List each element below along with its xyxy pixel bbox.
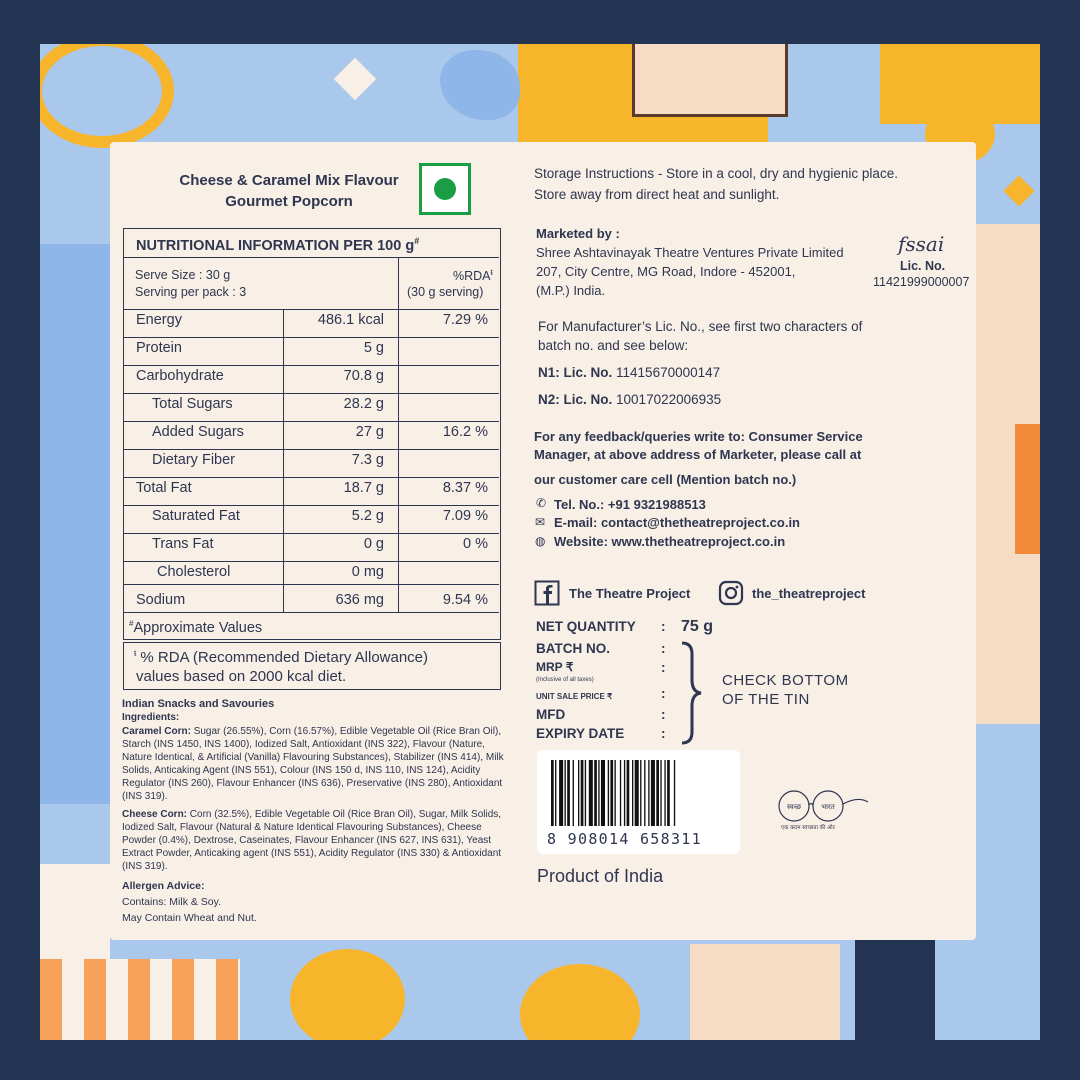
orange-bar-right [1015,424,1040,554]
barcode-bar [565,760,566,826]
barcode-bar [559,760,563,826]
nutrient-rda: 0 % [463,536,488,552]
manufacturer-line1: For Manufacturer’s Lic. No., see first two characters of [538,319,863,334]
left-strip [40,244,110,804]
fssai-lic-label: Lic. No. [900,259,946,273]
mrp-colon: : [661,660,666,675]
tel-number[interactable]: Tel. No.: +91 9321988513 [554,497,706,512]
batch-colon: : [661,641,666,656]
email-icon: ✉ [535,515,546,529]
barcode-bar [598,760,599,826]
swachh-left-word: स्वच्छ [786,803,802,811]
nutrient-name: Protein [136,340,182,356]
ingredients-heading: Ingredients: [122,712,180,723]
barcode-bar [620,760,621,826]
rda-label: $\%RDA^ŧ$ [453,268,493,284]
nutrient-name: Added Sugars [152,424,244,440]
nutrient-rda: 9.54 % [442,592,488,608]
feedback-line3: our customer care cell (Mention batch no.) [534,472,797,487]
instagram-handle[interactable]: the_theatreproject [752,586,866,601]
facebook-handle[interactable]: The Theatre Project [569,586,691,601]
barcode-bar [648,760,649,826]
rda-note-line2: values based on 2000 kcal diet. [136,668,347,685]
swachh-tagline: एक कदम स्वच्छता की ओर [781,825,835,831]
nutrient-value: 70.8 g [343,368,384,384]
rda-note-line1: $^ŧ$ % RDA (Recommended Dietary Allowance) [134,649,429,666]
barcode-bar [627,760,630,826]
curly-brace-icon [678,640,704,746]
nutrition-header: NUTRITIONAL INFORMATION PER 100 g# [136,236,420,254]
manufacturer-line2: batch no. and see below: [538,338,689,353]
cream-diamond [334,58,376,100]
barcode-bar [614,760,615,826]
expiry-label: EXPIRY DATE [536,726,625,741]
barcode-bar [589,760,593,826]
veg-symbol-icon [419,163,471,215]
barcode-bar [608,760,609,826]
nutrient-name: Total Fat [136,480,192,496]
allergen-line1: Contains: Milk & Soy. [122,896,222,908]
nutrient-name: Carbohydrate [136,368,224,384]
unit-price-label: UNIT SALE PRICE ₹ [536,692,613,701]
phone-icon: ✆ [536,496,547,510]
barcode-bar [664,760,665,826]
nutrient-name: Energy [136,312,182,328]
ring-left [40,44,174,148]
nutrient-value: 0 g [363,536,384,552]
marketer-heading: Marketed by : [536,226,620,241]
globe-icon: ◍ [535,534,546,548]
facebook-icon[interactable] [534,580,560,606]
product-title-line1: Cheese & Caramel Mix Flavour [179,172,399,189]
nutrient-name: Trans Fat [152,536,214,552]
website-url[interactable]: Website: www.thetheatreproject.co.in [554,534,786,549]
nutrient-rda: 8.37 % [442,480,488,496]
barcode-bar [674,760,675,826]
barcode-bar [573,760,574,826]
nutrient-name: Cholesterol [157,564,231,580]
barcode-bar [624,760,625,826]
bottom-dark-shape [855,934,935,1040]
nutrient-name: Sodium [136,592,186,608]
marketer-line2: 207, City Centre, MG Road, Indore - 452001, [536,264,796,279]
barcode-bar [656,760,659,826]
marketer-line3: (M.P.) India. [536,283,606,298]
barcode-bar [640,760,641,826]
check-line2: OF THE TIN [722,691,810,708]
nutrient-value: 27 g [355,424,384,440]
nutrient-rda: 7.29 % [442,312,488,328]
barcode-bar [610,760,613,826]
barcode-bar [594,760,597,826]
fssai-lic-no: 11421999000007 [873,275,970,289]
approx-values: #Approximate Values [129,619,263,636]
nutrient-value: 0 mg [351,564,384,580]
bottom-cup [40,959,240,1040]
net-qty-label: NET QUANTITY [536,619,636,634]
barcode-bar [581,760,584,826]
fssai-logo: fssai [898,232,945,256]
net-qty-colon: : [661,619,666,634]
nutrient-value: 5 g [363,340,384,356]
rda-serving: (30 g serving) [407,285,484,299]
barcode-digits: 8 908014 658311 [547,830,702,848]
cream-tin [632,44,788,117]
swachh-bharat-logo [768,786,874,832]
marketer-line1: Shree Ashtavinayak Theatre Ventures Private Limited [536,245,844,260]
n2-lic: N2: Lic. No. 10017022006935 [538,392,722,407]
barcode-bar [551,760,554,826]
barcode-bar [567,760,570,826]
nutrient-value: 7.3 g [351,452,384,468]
bottom-popcorn-2 [520,964,640,1040]
barcode-bar [635,760,639,826]
instagram-icon[interactable] [718,580,744,606]
nutrient-value: 18.7 g [343,480,384,496]
bottom-popcorn-1 [290,949,405,1040]
expiry-colon: : [661,726,666,741]
cheese-ingredients: Cheese Corn: Corn (32.5%), Edible Vegetable Oil (Rice Bran Oil), Sugar, Milk Solids, Iodized Salt, Flavour (Natural & Nature Identical Flavouring Substances), Cheese Powder (0.4%), Dextrose, Caseinates, Flavour Enhancer (INS 627, INS 631), Yeast Extract Powder, Anticaking agent (INS 551), Acidity Regulator (INS 330) & Antioxidant (INS 319). [122,809,502,872]
product-origin: Product of India [537,866,664,886]
n1-lic: N1: Lic. No. 11415670000147 [538,365,721,380]
batch-label: BATCH NO. [536,641,610,656]
barcode-bar [644,760,645,826]
nutrient-value: 28.2 g [343,396,384,412]
email-address[interactable]: E-mail: contact@thetheatreproject.co.in [554,515,800,530]
feedback-line2: Manager, at above address of Marketer, please call at [534,447,862,462]
nutrient-value: 636 mg [335,592,384,608]
serve-size: Serve Size : 30 g [135,268,231,282]
nutrient-rda: 16.2 % [442,424,488,440]
allergen-line2: May Contain Wheat and Nut. [122,912,257,924]
check-line1: CHECK BOTTOM [722,672,849,689]
star-right [1003,175,1034,206]
nutrient-name: Dietary Fiber [152,452,235,468]
popcorn-blue [440,50,520,120]
category: Indian Snacks and Savouries [122,698,275,710]
barcode-bar [632,760,633,826]
mfd-colon: : [661,707,666,722]
barcode-bar [667,760,670,826]
barcode-bars [537,750,740,830]
barcode-bar [601,760,605,826]
barcode-bar [660,760,661,826]
nutrient-value: 486.1 kcal [317,312,384,328]
nutrient-rda: 7.09 % [442,508,488,524]
serving-per-pack: Serving per pack : 3 [135,285,247,299]
allergen-heading: Allergen Advice: [122,880,205,892]
barcode-bar [555,760,556,826]
unit-price-colon: : [661,686,666,701]
bottom-right-cream [690,944,840,1040]
barcode-bar [651,760,655,826]
barcode-bar [585,760,586,826]
barcode-bar [578,760,579,826]
nutrient-name: Saturated Fat [152,508,240,524]
nutrient-name: Total Sugars [152,396,233,412]
mfd-label: MFD [536,707,566,722]
mrp-label: MRP ₹ [536,660,574,674]
storage-line1: Storage Instructions - Store in a cool, dry and hygienic place. [534,166,898,181]
caramel-ingredients: Caramel Corn: Sugar (26.55%), Corn (16.57%), Edible Vegetable Oil (Rice Bran Oil), Starch (INS 1450, INS 1400), Iodized Salt, Antioxidant (INS 322), Flavour (Nature, Nature Identical, & Artificial (Vanilla) Flavouring Substances), Stabilizer (INS 414), Milk Solids, Anticaking Agent (INS 551), Colour (INS 150 d, INS 110, INS 124), Acidity Regulator (INS 260), Flavour Enhancer (INS 636), Preservative (INS 280), Antioxidant (INS 319). [122,726,504,802]
mrp-note: (Inclusive of all taxes) [536,677,594,683]
net-qty-value: 75 g [681,618,714,635]
product-title-line2: Gourmet Popcorn [225,193,353,210]
nutrient-value: 5.2 g [351,508,384,524]
barcode [537,750,740,854]
feedback-line1: For any feedback/queries write to: Consumer Service [534,429,863,444]
storage-line2: Store away from direct heat and sunlight. [534,187,780,202]
swachh-right-word: भारत [821,803,835,811]
